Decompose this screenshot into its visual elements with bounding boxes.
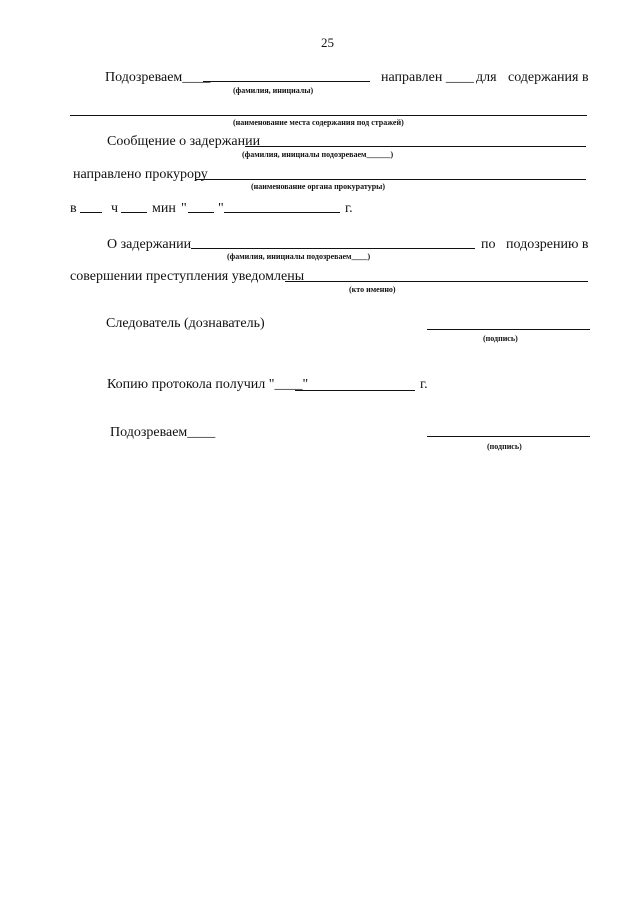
suspect-label: Подозреваем____	[105, 70, 211, 85]
page-number: 25	[321, 35, 334, 50]
caption-name: (фамилия, инициалы)	[233, 86, 314, 95]
sent-prosecutor-label: направлено прокурору	[73, 167, 208, 182]
who-notified-line[interactable]	[285, 281, 588, 282]
notice-label: Сообщение о задержании	[107, 134, 261, 149]
prosecutor-caption: (наименование органа прокуратуры)	[251, 182, 386, 191]
suspicion-words: подозрению в	[506, 237, 589, 252]
content-words: содержания в	[508, 70, 589, 85]
hours-line[interactable]	[80, 212, 102, 213]
suspect-name-line[interactable]	[203, 81, 370, 82]
hours-label: ч	[111, 201, 119, 216]
notice-name-line[interactable]	[245, 146, 586, 147]
suspect-sign-label: Подозреваем____	[110, 425, 216, 440]
investigator-signature-caption: (подпись)	[483, 334, 518, 343]
year-suffix: г.	[345, 201, 353, 216]
prosecutor-line[interactable]	[196, 179, 586, 180]
notice-caption: (фамилия, инициалы подозреваем______)	[242, 150, 394, 159]
copy-year-suffix: г.	[420, 377, 428, 392]
minutes-line[interactable]	[121, 212, 147, 213]
crime-notified-label: совершении преступления уведомлены	[70, 269, 305, 284]
detention-name-line[interactable]	[191, 248, 475, 249]
detention-label: О задержании	[107, 237, 192, 252]
who-caption: (кто именно)	[349, 285, 396, 294]
investigator-label: Следователь (дознаватель)	[106, 316, 265, 331]
detention-place-line[interactable]	[70, 115, 587, 116]
month-year-line[interactable]	[224, 212, 340, 213]
sent-label: направлен ____	[381, 70, 474, 85]
investigator-signature-line[interactable]	[427, 329, 590, 330]
dlya-word: для	[476, 70, 497, 85]
suspect-signature-caption: (подпись)	[487, 442, 522, 451]
detention-caption: (фамилия, инициалы подозреваем____)	[227, 252, 371, 261]
caption-place: (наименование места содержания под стражей)	[233, 118, 404, 127]
v-label: в	[70, 201, 77, 216]
day-line[interactable]	[188, 212, 214, 213]
copy-date-line[interactable]	[295, 390, 415, 391]
copy-label: Копию протокола получил "____"	[107, 377, 309, 392]
po-word: по	[481, 237, 496, 252]
quote-close: "	[218, 201, 224, 216]
minutes-label: мин	[152, 201, 176, 216]
quote-open: "	[181, 201, 187, 216]
suspect-signature-line[interactable]	[427, 436, 590, 437]
